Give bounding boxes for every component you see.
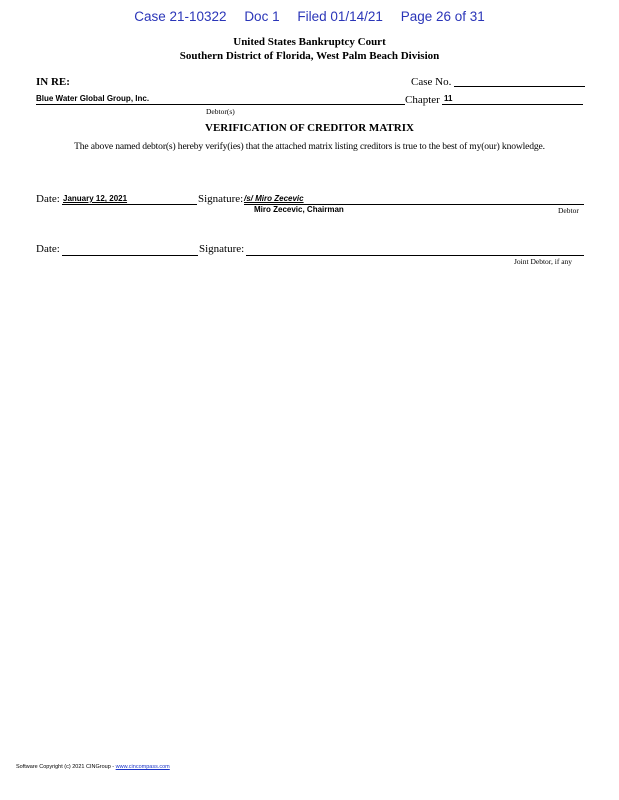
case-no-field[interactable] [454, 74, 585, 87]
signer-name-title: Miro Zecevic, Chairman [254, 205, 344, 214]
signature-field-2[interactable] [246, 243, 584, 256]
cincompass-link[interactable]: www.cincompass.com [115, 764, 170, 770]
court-district: Southern District of Florida, West Palm Beach Division [179, 50, 440, 62]
case-stamp-header [0, 9, 619, 24]
court-name: United States Bankruptcy Court [233, 36, 386, 48]
case-no-label: Case No. [411, 76, 452, 88]
filed-date-stamp: Filed 01/14/21 [297, 9, 383, 24]
verification-statement: The above named debtor(s) hereby verify(ies) that the attached matrix listing creditors is true to the best of my(our) knowledge. [74, 141, 545, 152]
copyright-text: Software Copyright (c) 2021 CINGroup - [16, 764, 116, 770]
chapter-field[interactable] [442, 93, 583, 105]
document-title: VERIFICATION OF CREDITOR MATRIX [205, 122, 414, 134]
case-number-stamp: Case 21-10322 [134, 9, 227, 24]
signature-field-1[interactable] [244, 192, 584, 205]
signature-value-1: /s/ Miro Zecevic [244, 194, 304, 203]
doc-number-stamp: Doc 1 [244, 9, 280, 24]
date-value-1: January 12, 2021 [63, 194, 128, 203]
in-re-label: IN RE: [36, 76, 70, 88]
page-number-stamp: Page 26 of 31 [400, 9, 485, 24]
chapter-label: Chapter [405, 94, 440, 106]
debtor-role-label: Debtor [558, 206, 579, 215]
date-field-2[interactable] [62, 243, 198, 256]
chapter-value: 11 [444, 94, 453, 103]
date-field-1[interactable] [62, 192, 197, 205]
debtor-name-line [36, 93, 405, 105]
date-label-1: Date: [36, 193, 60, 205]
signature-label-2: Signature: [199, 243, 245, 255]
date-label-2: Date: [36, 243, 60, 255]
signature-label-1: Signature: [198, 193, 244, 205]
debtor-caption-label: Debtor(s) [206, 107, 235, 116]
debtor-name: Blue Water Global Group, Inc. [36, 94, 150, 103]
joint-debtor-role-label: Joint Debtor, if any [514, 257, 573, 266]
software-copyright-footer [16, 764, 170, 770]
